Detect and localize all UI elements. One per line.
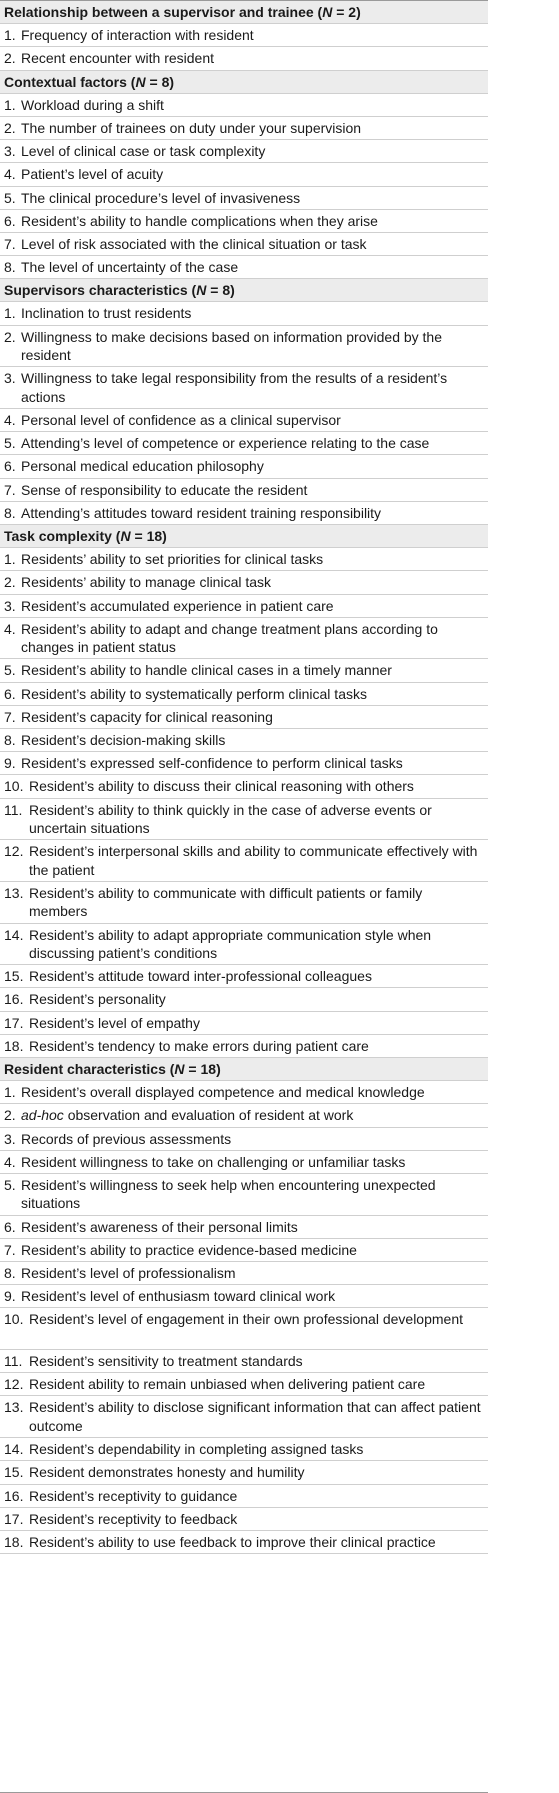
item-number: 12. <box>4 1376 24 1393</box>
item-label: Resident’s personality <box>29 991 166 1008</box>
item-number: 3. <box>4 597 16 614</box>
item-number: 17. <box>4 1510 24 1527</box>
item-number: 9. <box>4 1288 16 1305</box>
list-item <box>0 1485 488 1508</box>
section-title: Relationship between a supervisor and trainee <box>4 4 314 20</box>
item-label: Willingness to make decisions based on information provided by the resident <box>21 328 443 364</box>
list-item <box>0 1151 488 1174</box>
list-item <box>0 988 488 1011</box>
item-number: 7. <box>4 708 16 725</box>
item-number: 7. <box>4 1241 16 1258</box>
item-number: 15. <box>4 968 24 985</box>
item-number: 18. <box>4 1037 24 1054</box>
item-number: 11. <box>4 801 23 818</box>
list-item <box>0 1174 488 1216</box>
list-item <box>0 1508 488 1531</box>
list-item <box>0 1128 488 1151</box>
item-label: Resident’s ability to handle complications when they arise <box>21 212 378 229</box>
list-item <box>0 840 488 882</box>
item-number: 8. <box>4 731 16 748</box>
item-label: Recent encounter with resident <box>21 50 214 67</box>
item-label: Resident’s capacity for clinical reasoning <box>21 708 273 725</box>
item-number: 2. <box>4 119 16 136</box>
list-item <box>0 659 488 682</box>
item-label: Resident ability to remain unbiased when delivering patient care <box>29 1376 426 1393</box>
item-label: Willingness to take legal responsibility from the results of a resident’s actions <box>21 370 448 405</box>
list-item <box>0 409 488 432</box>
list-item <box>0 752 488 775</box>
list-item <box>0 94 488 117</box>
item-label: Attending’s attitudes toward resident training responsibility <box>21 504 382 521</box>
list-item <box>0 233 488 256</box>
item-label: Resident’s decision-making skills <box>21 731 226 748</box>
list-item <box>0 595 488 618</box>
item-label: Resident’s receptivity to feedback <box>29 1510 238 1527</box>
item-label: Resident’s ability to adapt appropriate communication style when discussing patient’s conditions <box>29 926 432 962</box>
item-label: Resident’s dependability in completing assigned tasks <box>29 1441 364 1458</box>
section-title: Task complexity <box>4 527 112 544</box>
item-number: 5. <box>4 435 16 452</box>
section-count: 8 <box>161 73 170 90</box>
item-label: Resident’s ability to disclose significant information that can affect patient outcome <box>29 1399 481 1434</box>
item-label: Resident willingness to take on challenging or unfamiliar tasks <box>21 1153 406 1170</box>
item-number: 1. <box>4 27 16 44</box>
item-number: 13. <box>4 1399 24 1416</box>
list-item <box>0 882 488 924</box>
item-label: Resident’s willingness to seek help when encountering unexpected situations <box>21 1176 436 1212</box>
item-label: Resident’s ability to adapt and change treatment plans according to changes in patient status <box>21 620 438 656</box>
item-label: The number of trainees on duty under your supervision <box>21 119 362 136</box>
list-item <box>0 326 488 368</box>
list-item <box>0 729 488 752</box>
list-item <box>0 187 488 210</box>
item-number: 13. <box>4 884 24 901</box>
item-label: Resident’s ability to handle clinical cases in a timely manner <box>21 662 392 679</box>
item-number: 12. <box>4 843 24 860</box>
item-label: Resident’s sensitivity to treatment standards <box>29 1353 303 1370</box>
section-count: 18 <box>200 1061 217 1077</box>
item-label: Resident’s ability to systematically perform clinical tasks <box>21 685 367 702</box>
list-item <box>0 502 488 525</box>
item-label: ad-hoc observation and evaluation of resident at work <box>21 1107 354 1124</box>
item-label: Sense of responsibility to educate the resident <box>21 481 308 498</box>
list-item <box>0 1438 488 1461</box>
item-number: 10. <box>4 1311 24 1328</box>
list-item <box>0 47 488 70</box>
list-item <box>0 479 488 502</box>
list-item <box>0 1012 488 1035</box>
list-item <box>0 1239 488 1262</box>
section-header: Relationship between a supervisor and trainee (N = 2) <box>0 1 488 24</box>
section-header: Contextual factors (N = 8) <box>0 71 488 94</box>
section-header: Supervisors characteristics (N = 8) <box>0 279 488 302</box>
list-item <box>0 571 488 594</box>
list-item <box>0 455 488 478</box>
item-number: 18. <box>4 1533 24 1550</box>
item-number: 8. <box>4 259 16 276</box>
list-item <box>0 1262 488 1285</box>
item-number: 17. <box>4 1014 24 1031</box>
item-number: 1. <box>4 1084 16 1101</box>
list-item <box>0 1461 488 1484</box>
item-number: 9. <box>4 755 16 772</box>
item-label: Residents’ ability to set priorities for clinical tasks <box>21 551 324 568</box>
item-number: 6. <box>4 212 16 229</box>
list-item <box>0 140 488 163</box>
item-label: Resident’s ability to practice evidence-based medicine <box>21 1241 357 1258</box>
list-item <box>0 1285 488 1308</box>
item-label: Resident’s ability to think quickly in the case of adverse events or uncertain situations <box>29 801 432 836</box>
item-label: Inclination to trust residents <box>21 305 192 322</box>
list-item <box>0 210 488 233</box>
list-item <box>0 1104 488 1127</box>
section-count: 2 <box>348 4 357 20</box>
item-label: Personal medical education philosophy <box>21 458 264 475</box>
item-number: 16. <box>4 1487 24 1504</box>
item-label: Resident’s level of enthusiasm toward clinical work <box>21 1288 336 1305</box>
item-label: Patient’s level of acuity <box>21 166 164 183</box>
list-item <box>0 1081 488 1104</box>
list-item <box>0 256 488 279</box>
item-number: 14. <box>4 1441 24 1458</box>
item-number: 4. <box>4 1153 16 1170</box>
item-number: 3. <box>4 1130 16 1147</box>
item-number: 1. <box>4 305 16 322</box>
item-number: 2. <box>4 1107 16 1124</box>
item-number: 10. <box>4 778 24 795</box>
item-number: 2. <box>4 328 16 345</box>
section-header: Resident characteristics (N = 18) <box>0 1058 488 1081</box>
list-item <box>0 1216 488 1239</box>
list-item <box>0 1396 488 1438</box>
list-item <box>0 618 488 660</box>
item-number: 5. <box>4 189 16 206</box>
item-label: Resident’s tendency to make errors during patient care <box>29 1037 369 1054</box>
list-item <box>0 1350 488 1373</box>
item-label: Resident’s ability to discuss their clinical reasoning with others <box>29 778 414 795</box>
item-number: 2. <box>4 50 16 67</box>
item-label: Resident’s ability to communicate with difficult patients or family members <box>29 884 423 920</box>
item-number: 8. <box>4 1265 16 1281</box>
item-label: Resident’s ability to use feedback to improve their clinical practice <box>29 1533 436 1550</box>
item-label: Resident’s level of professionalism <box>21 1265 236 1281</box>
item-label: Workload during a shift <box>21 96 164 113</box>
list-item <box>0 302 488 325</box>
item-label: Resident’s accumulated experience in patient care <box>21 597 334 614</box>
section-title: Resident characteristics <box>4 1061 166 1077</box>
item-label: Resident’s awareness of their personal limits <box>21 1218 298 1235</box>
item-label: Resident’s attitude toward inter-professional colleagues <box>29 968 372 985</box>
item-number: 3. <box>4 370 16 387</box>
item-label: Frequency of interaction with resident <box>21 27 254 44</box>
item-number: 4. <box>4 620 16 637</box>
item-number: 4. <box>4 166 16 183</box>
item-number: 14. <box>4 926 24 943</box>
list-item <box>0 24 488 47</box>
item-label: Personal level of confidence as a clinical supervisor <box>21 412 341 428</box>
item-number: 1. <box>4 551 16 568</box>
item-label: Level of clinical case or task complexity <box>21 143 266 160</box>
list-item <box>0 1308 488 1350</box>
item-label: Resident’s level of engagement in their own professional development <box>29 1311 464 1328</box>
list-item <box>0 432 488 455</box>
item-number: 7. <box>4 235 16 252</box>
item-label: Residents’ ability to manage clinical task <box>21 574 272 591</box>
item-label: The clinical procedure’s level of invasiveness <box>21 189 301 206</box>
item-label: Resident’s expressed self-confidence to perform clinical tasks <box>21 755 403 772</box>
list-item <box>0 924 488 966</box>
item-number: 6. <box>4 458 16 475</box>
section-count: 18 <box>146 527 163 544</box>
list-item <box>0 799 488 841</box>
list-item <box>0 367 488 409</box>
section-title: Contextual factors <box>4 73 127 90</box>
item-label: Level of risk associated with the clinical situation or task <box>21 235 367 252</box>
item-label: Records of previous assessments <box>21 1130 232 1147</box>
list-item <box>0 1035 488 1058</box>
item-label: Attending’s level of competence or experience relating to the case <box>21 435 430 452</box>
item-number: 11. <box>4 1353 23 1370</box>
section-title: Supervisors characteristics <box>4 282 188 299</box>
list-item <box>0 775 488 798</box>
item-number: 15. <box>4 1464 24 1481</box>
item-label: The level of uncertainty of the case <box>21 259 239 276</box>
list-item <box>0 1373 488 1396</box>
item-number: 5. <box>4 662 16 679</box>
section-header: Task complexity (N = 18) <box>0 525 488 548</box>
section-count: 8 <box>222 282 231 299</box>
list-item <box>0 548 488 571</box>
list-item <box>0 683 488 706</box>
item-number: 4. <box>4 412 16 428</box>
item-number: 7. <box>4 481 16 498</box>
list-item <box>0 117 488 140</box>
item-number: 8. <box>4 504 16 521</box>
item-label: Resident’s receptivity to guidance <box>29 1487 238 1504</box>
item-number: 1. <box>4 96 16 113</box>
item-label: Resident’s interpersonal skills and ability to communicate effectively with the patient <box>29 843 478 878</box>
item-number: 6. <box>4 1218 16 1235</box>
item-number: 2. <box>4 574 16 591</box>
list-item <box>0 163 488 186</box>
list-item <box>0 965 488 988</box>
list-item <box>0 706 488 729</box>
item-label: Resident’s level of empathy <box>29 1014 200 1031</box>
item-number: 16. <box>4 991 24 1008</box>
item-label: Resident demonstrates honesty and humility <box>29 1464 305 1481</box>
item-number: 3. <box>4 143 16 160</box>
list-item <box>0 1531 488 1554</box>
item-number: 5. <box>4 1176 16 1193</box>
item-label: Resident’s overall displayed competence and medical knowledge <box>21 1084 425 1101</box>
item-number: 6. <box>4 685 16 702</box>
